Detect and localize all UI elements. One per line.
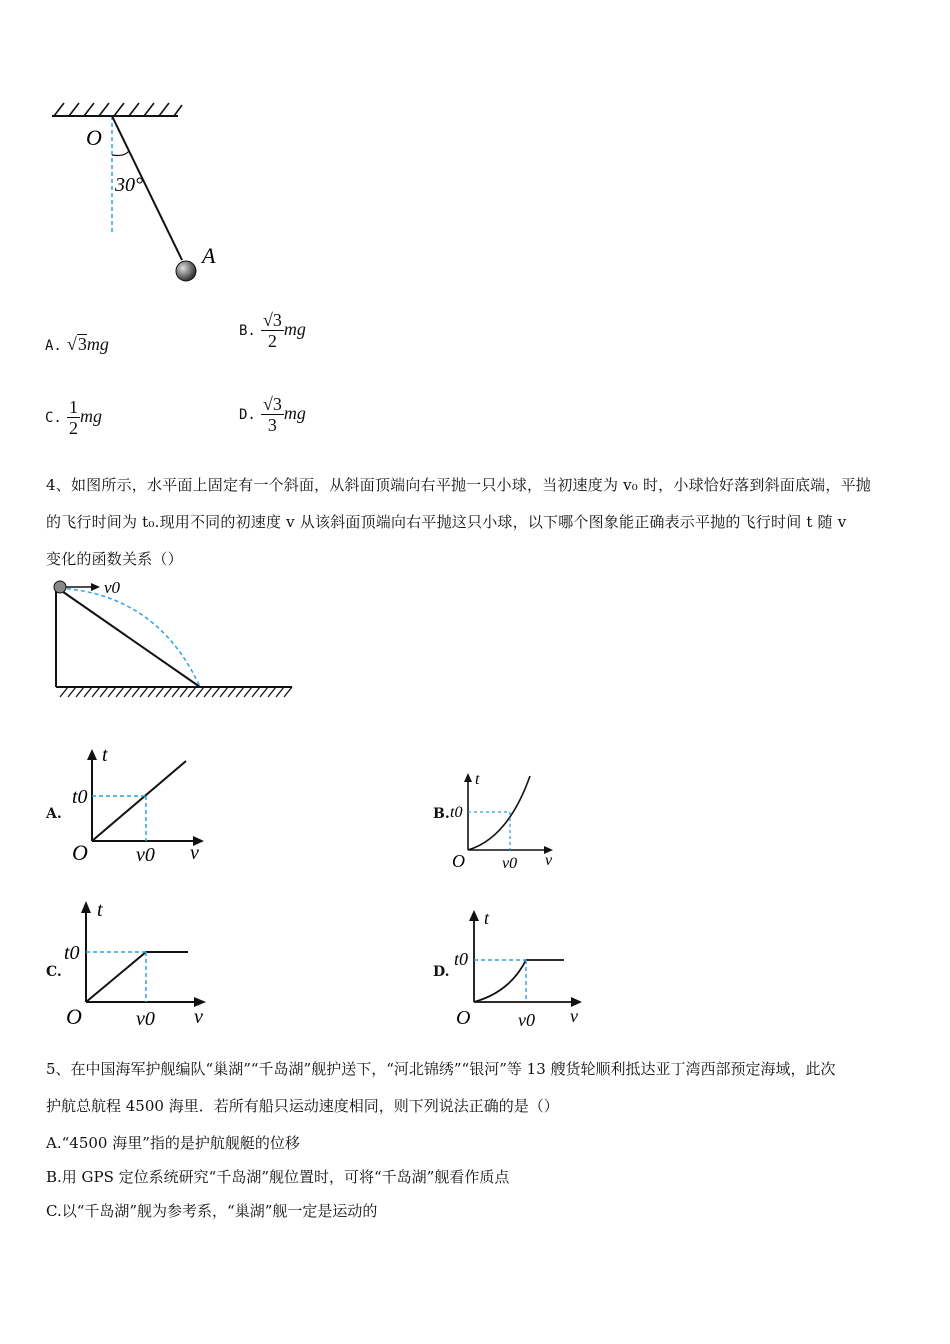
axis-v-label: v: [190, 842, 199, 864]
fraction-numerator: √3: [262, 394, 282, 414]
q4-question: [46, 467, 906, 578]
fraction-numerator: 1: [68, 397, 78, 417]
option-letter: D.: [239, 407, 256, 423]
q5-option-a[interactable]: A.“4500 海里”指的是护航舰艇的位移: [46, 1134, 300, 1152]
unit: mg: [283, 403, 306, 423]
q5-line-1: 5、在中国海军护舰编队“巢湖”“千岛湖”舰护送下，“河北锦绣”“银河”等 13 艘货轮顺利抵达亚丁湾西部预定海域，此次: [46, 1060, 836, 1078]
axis-v-label: v: [194, 1006, 203, 1028]
q4-option-d-label[interactable]: D.: [433, 964, 450, 980]
q3-option-c[interactable]: [45, 397, 102, 438]
v0-label: v0: [136, 844, 155, 866]
pendulum-label-o: O: [86, 125, 102, 150]
pendulum-angle-label: 30°: [115, 174, 143, 196]
unit: mg: [86, 334, 109, 354]
q4-option-b-label[interactable]: B.: [433, 806, 450, 822]
origin-label: O: [72, 840, 88, 865]
q5-option-b[interactable]: B.用 GPS 定位系统研究“千岛湖”舰位置时，可将“千岛湖”舰看作质点: [46, 1168, 510, 1186]
v0-label: v0: [502, 855, 518, 872]
q5-question: [46, 1051, 906, 1125]
q4-line-3: 变化的函数关系（）: [46, 550, 183, 568]
graph-d[interactable]: [452, 906, 592, 1031]
pendulum-label-a: A: [202, 243, 216, 268]
t0-label: t0: [72, 786, 88, 808]
graph-b[interactable]: [446, 768, 566, 873]
axis-t-label: t: [475, 771, 480, 788]
axis-t-label: t: [97, 899, 103, 921]
t0-label: t0: [454, 949, 469, 969]
q3-option-a[interactable]: A. √3mg: [45, 334, 109, 354]
q4-line-1: 4、如图所示，水平面上固定有一个斜面，从斜面顶端向右平抛一只小球，当初速度为 v₀ 时，小球恰好落到斜面底端，平抛: [46, 476, 871, 494]
t0-label: t0: [450, 804, 463, 821]
fraction-numerator: √3: [262, 310, 282, 330]
fraction-denominator: 3: [267, 415, 277, 435]
fraction-denominator: 2: [68, 418, 78, 438]
v0-label: v0: [518, 1010, 535, 1030]
q4-option-c-label[interactable]: C.: [46, 964, 62, 980]
q5-option-c[interactable]: C.以“千岛湖”舰为参考系，“巢湖”舰一定是运动的: [46, 1202, 378, 1220]
sqrt-radicand: 3: [77, 334, 87, 354]
fraction-denominator: 2: [267, 331, 277, 351]
origin-label: O: [66, 1004, 82, 1029]
v0-label: v0: [136, 1008, 155, 1030]
origin-label: O: [456, 1007, 471, 1029]
axis-v-label: v: [570, 1006, 578, 1026]
q3-option-d[interactable]: [239, 394, 306, 435]
q4-option-a-label[interactable]: A.: [46, 806, 62, 822]
incline-figure: [48, 575, 298, 700]
graph-c[interactable]: [60, 896, 220, 1036]
option-letter: C.: [45, 410, 62, 426]
q5-line-2: 护航总航程 4500 海里．若所有船只运动速度相同，则下列说法正确的是（）: [46, 1097, 559, 1115]
graph-a[interactable]: [66, 745, 216, 870]
axis-v-label: v: [545, 852, 553, 869]
unit: mg: [283, 319, 306, 339]
t0-label: t0: [64, 942, 80, 964]
option-letter: B.: [239, 323, 256, 339]
axis-t-label: t: [484, 908, 490, 928]
axis-t-label: t: [102, 744, 108, 766]
incline-v0-label: v0: [104, 578, 121, 597]
q3-option-b[interactable]: [239, 310, 306, 351]
option-letter: A.: [45, 338, 62, 354]
pendulum-figure: [40, 95, 216, 295]
origin-label: O: [452, 851, 465, 871]
q4-line-2: 的飞行时间为 t₀.现用不同的初速度 v 从该斜面顶端向右平抛这只小球，以下哪个图象能正确表示平抛的飞行时间 t 随 v: [46, 513, 847, 531]
unit: mg: [79, 406, 102, 426]
